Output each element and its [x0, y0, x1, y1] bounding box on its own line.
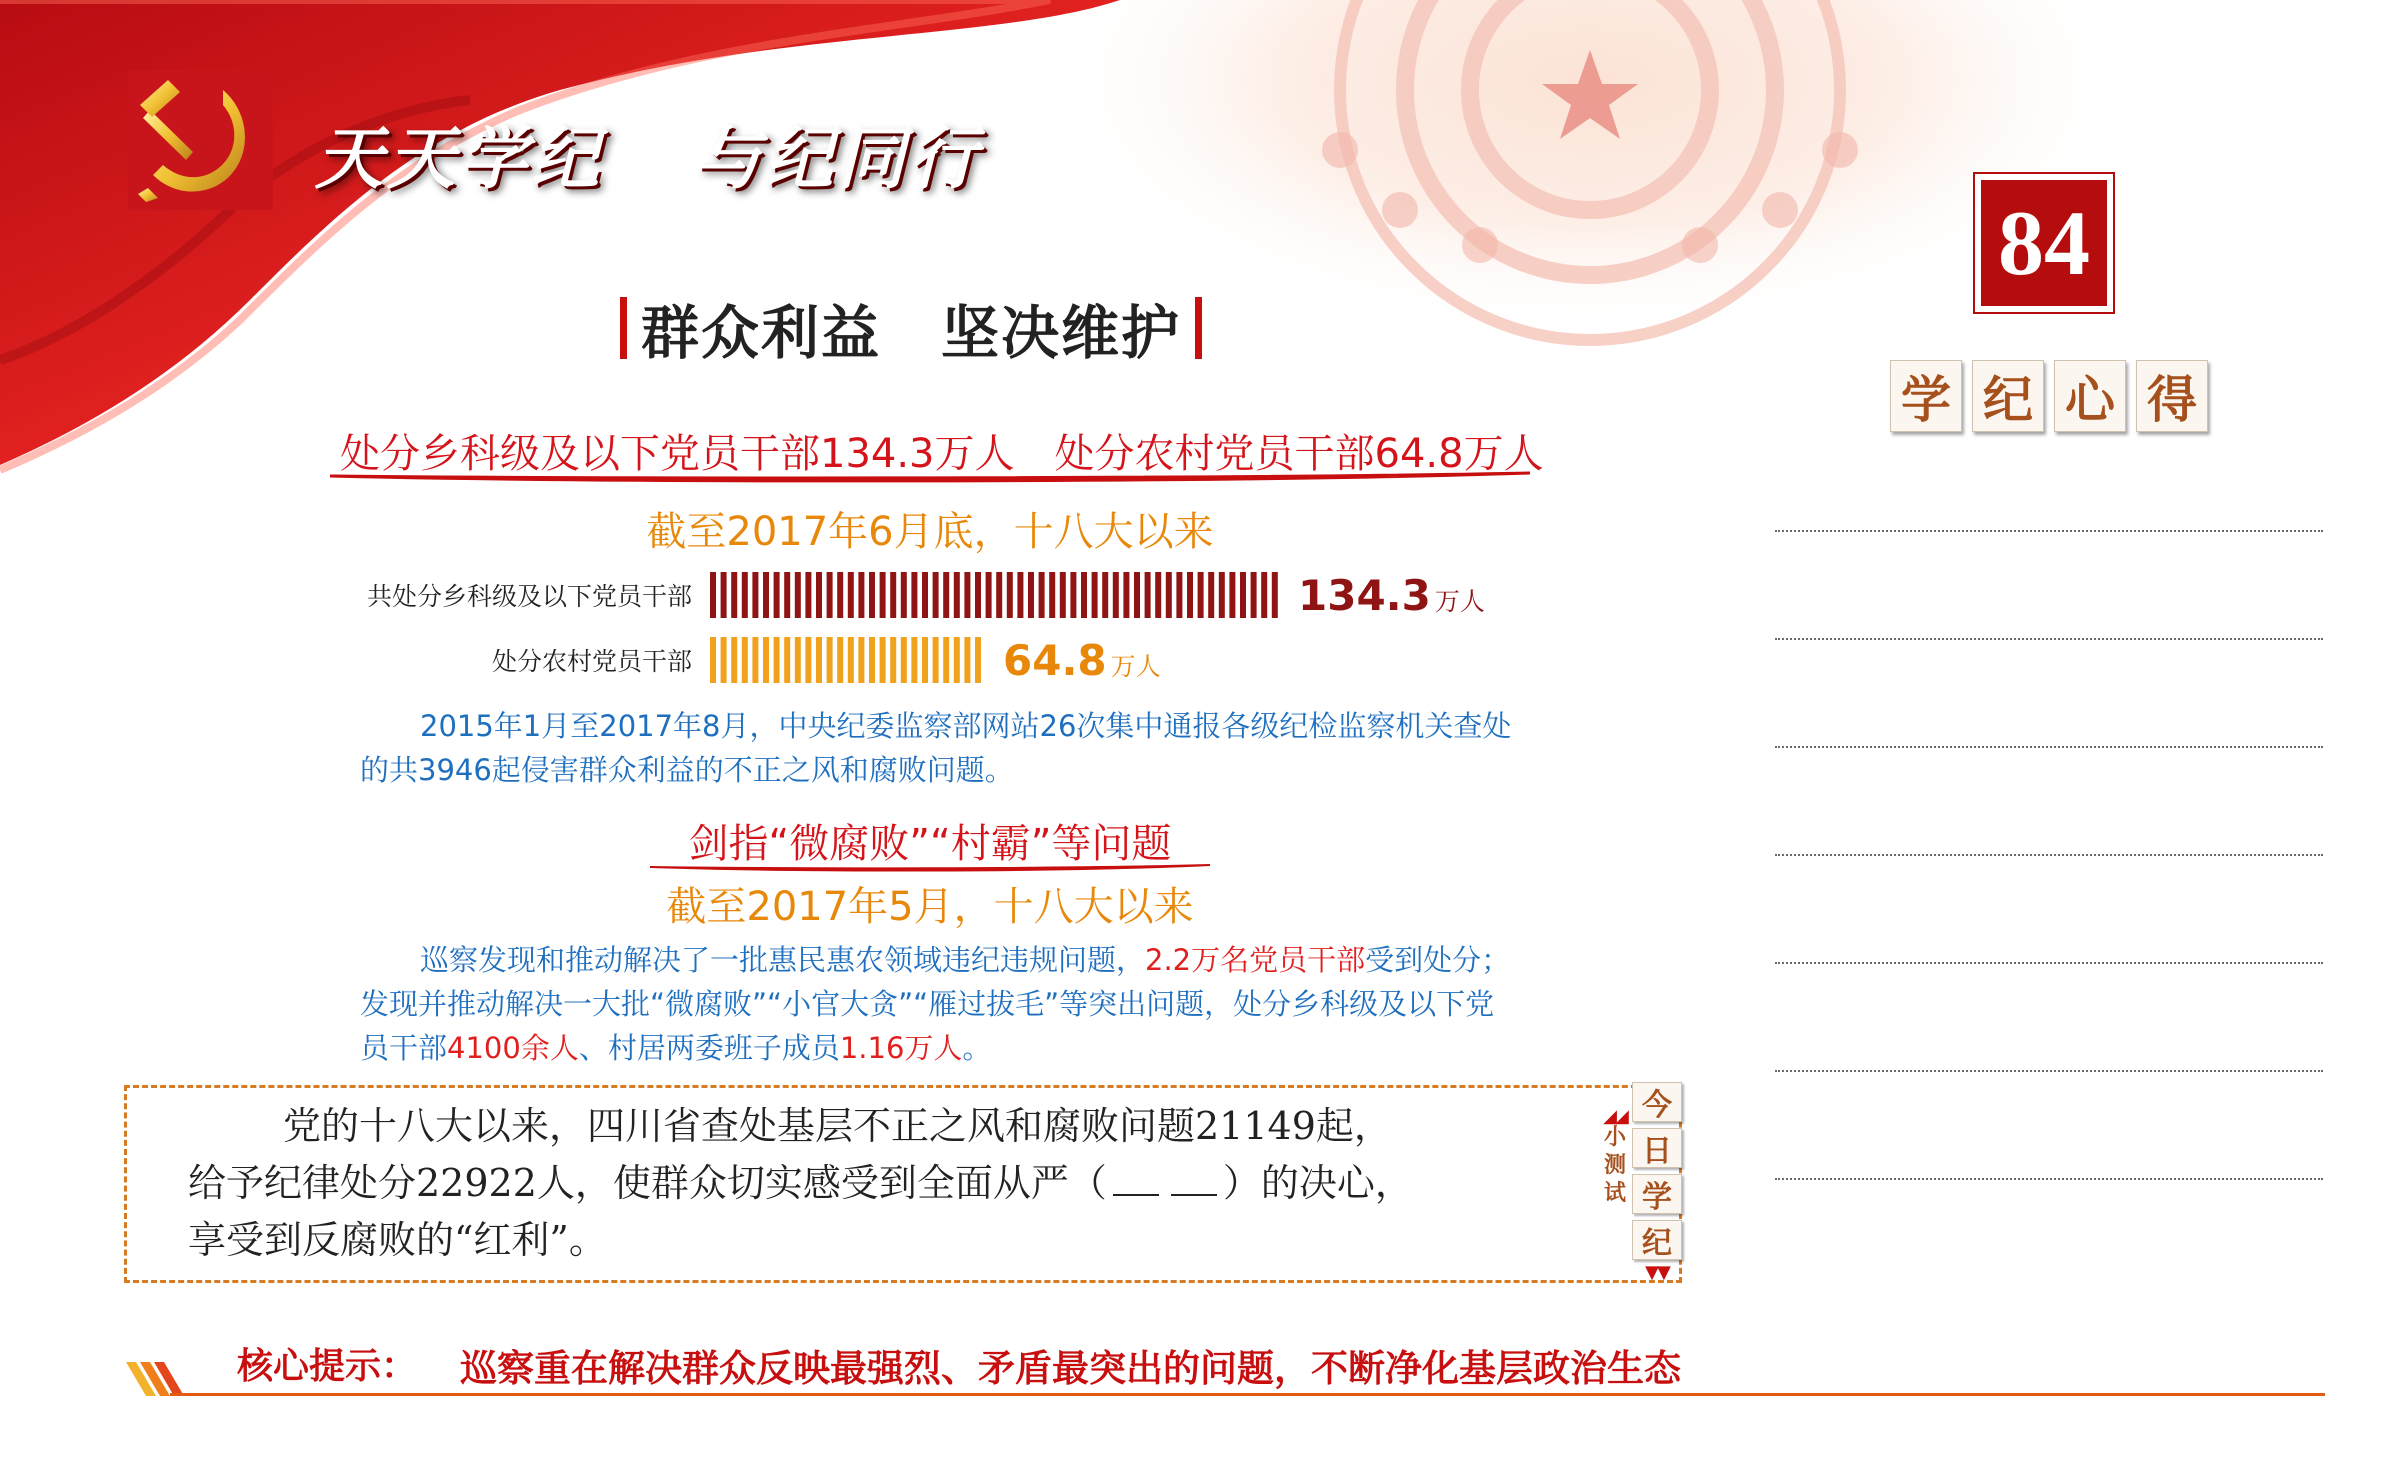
quiz-line-text: 党的十八大以来，四川省查处基层不正之风和腐败问题21149起，: [283, 1104, 1392, 1148]
quiz-tile: 日: [1632, 1128, 1682, 1168]
quiz-tiles: [1632, 1082, 1682, 1283]
heading-bar-right: [1195, 297, 1202, 359]
quiz-side-char: 小: [1603, 1125, 1626, 1150]
party-emblem-icon: [128, 70, 273, 210]
quiz-tile: 今: [1632, 1082, 1682, 1122]
notes-writing-line: [1775, 530, 2323, 532]
bar-category-label: 共处分乡科级及以下党员干部: [366, 582, 692, 611]
notes-writing-line: [1775, 962, 2323, 964]
quiz-line-text: ）的决心，: [1222, 1161, 1413, 1205]
main-heading-text: 群众利益 坚决维护: [641, 298, 1182, 367]
footer-stripes-decoration: [126, 1362, 186, 1396]
chevron-down-icon: ▼▼: [1645, 1262, 1669, 1283]
notes-writing-line: [1775, 854, 2323, 856]
quiz-side-char: 试: [1603, 1181, 1626, 1206]
header-slogan: [315, 105, 981, 202]
page-number-box: [1973, 172, 2115, 314]
red-headline: 处分乡科级及以下党员干部134.3万人 处分农村党员干部64.8万人: [340, 431, 1544, 477]
quiz-side-label: [1601, 1106, 1629, 1208]
notes-writing-line: [1775, 1178, 2323, 1180]
quiz-side-char: 测: [1603, 1153, 1626, 1178]
section-title-underline: [650, 862, 1210, 874]
headline-underline: [330, 470, 1530, 486]
quiz-line: [188, 1155, 1528, 1212]
quiz-line: [188, 1212, 1528, 1269]
quiz-question: [188, 1098, 1528, 1269]
highlight-count: 1.16万人: [839, 1031, 963, 1065]
bar-category-label: 处分农村党员干部: [491, 647, 692, 676]
highlight-count: 2.2万名党员干部: [1145, 943, 1366, 977]
bar-value-label: 134.3 万人: [1298, 571, 1485, 620]
notes-writing-line: [1775, 638, 2323, 640]
section-title-micro-corruption: 剑指“微腐败”“村霸”等问题: [688, 821, 1172, 867]
quiz-blank: [1113, 1164, 1159, 1196]
paragraph-inspection-text: 。: [962, 1031, 992, 1065]
paragraph-inspection-text: 、村居两委班子成员: [578, 1031, 840, 1065]
study-notes-tile: 心: [2054, 360, 2126, 432]
slogan-part-2: 与纪同行: [693, 119, 982, 199]
chevron-icon: ◢◢: [1603, 1106, 1627, 1127]
paragraph-inspection: [360, 938, 1520, 1070]
quiz-line: [188, 1098, 1528, 1155]
highlight-count: 4100余人: [447, 1031, 579, 1065]
paragraph-notifications: [360, 704, 1520, 792]
paragraph-inspection-text: 受到处分；发现并推动解决一大批“微腐败”“小官大贪”“雁过拔毛”等突出问题，处分乡科级及以下党员干部: [360, 943, 1511, 1065]
page-number: 84: [1981, 180, 2107, 306]
subheading-may-2017: 截至2017年5月，十八大以来: [666, 884, 1194, 930]
quiz-line-text: 给予纪律处分22922人，使群众切实感受到全面从严（: [188, 1161, 1107, 1205]
study-notes-tile: 得: [2136, 360, 2208, 432]
slogan-part-1: 天天学纪: [315, 119, 604, 199]
bar-value-label: 64.8 万人: [1003, 636, 1161, 685]
quiz-tile: 纪: [1632, 1220, 1682, 1260]
heading-bar-left: [620, 297, 627, 359]
subheading-june-2017: 截至2017年6月底，十八大以来: [646, 509, 1214, 555]
study-notes-tile: 学: [1890, 360, 1962, 432]
paragraph-inspection-text: 巡察发现和推动解决了一批惠民惠农领域违纪违规问题，: [420, 943, 1146, 977]
punishment-bar-chart: [300, 565, 1540, 705]
bar: [710, 572, 1278, 618]
core-tip-label: 核心提示：: [237, 1346, 418, 1387]
bar: [710, 637, 981, 683]
quiz-line-text: 享受到反腐败的“红利”。: [188, 1218, 607, 1262]
main-heading: [620, 290, 1202, 365]
paragraph-notifications-text: 2015年1月至2017年8月，中央纪委监察部网站26次集中通报各级纪检监察机关查处的共3946起侵害群众利益的不正之风和腐败问题。: [360, 709, 1512, 787]
study-notes-tile: 纪: [1972, 360, 2044, 432]
quiz-blank: [1171, 1164, 1217, 1196]
quiz-tile: 学: [1632, 1174, 1682, 1214]
core-tip-text: 巡察重在解决群众反映最强烈、矛盾最突出的问题，不断净化基层政治生态: [460, 1347, 1681, 1390]
notes-writing-line: [1775, 1070, 2323, 1072]
study-notes-title: [1890, 360, 2208, 432]
notes-writing-line: [1775, 746, 2323, 748]
footer-divider: [170, 1393, 2325, 1396]
